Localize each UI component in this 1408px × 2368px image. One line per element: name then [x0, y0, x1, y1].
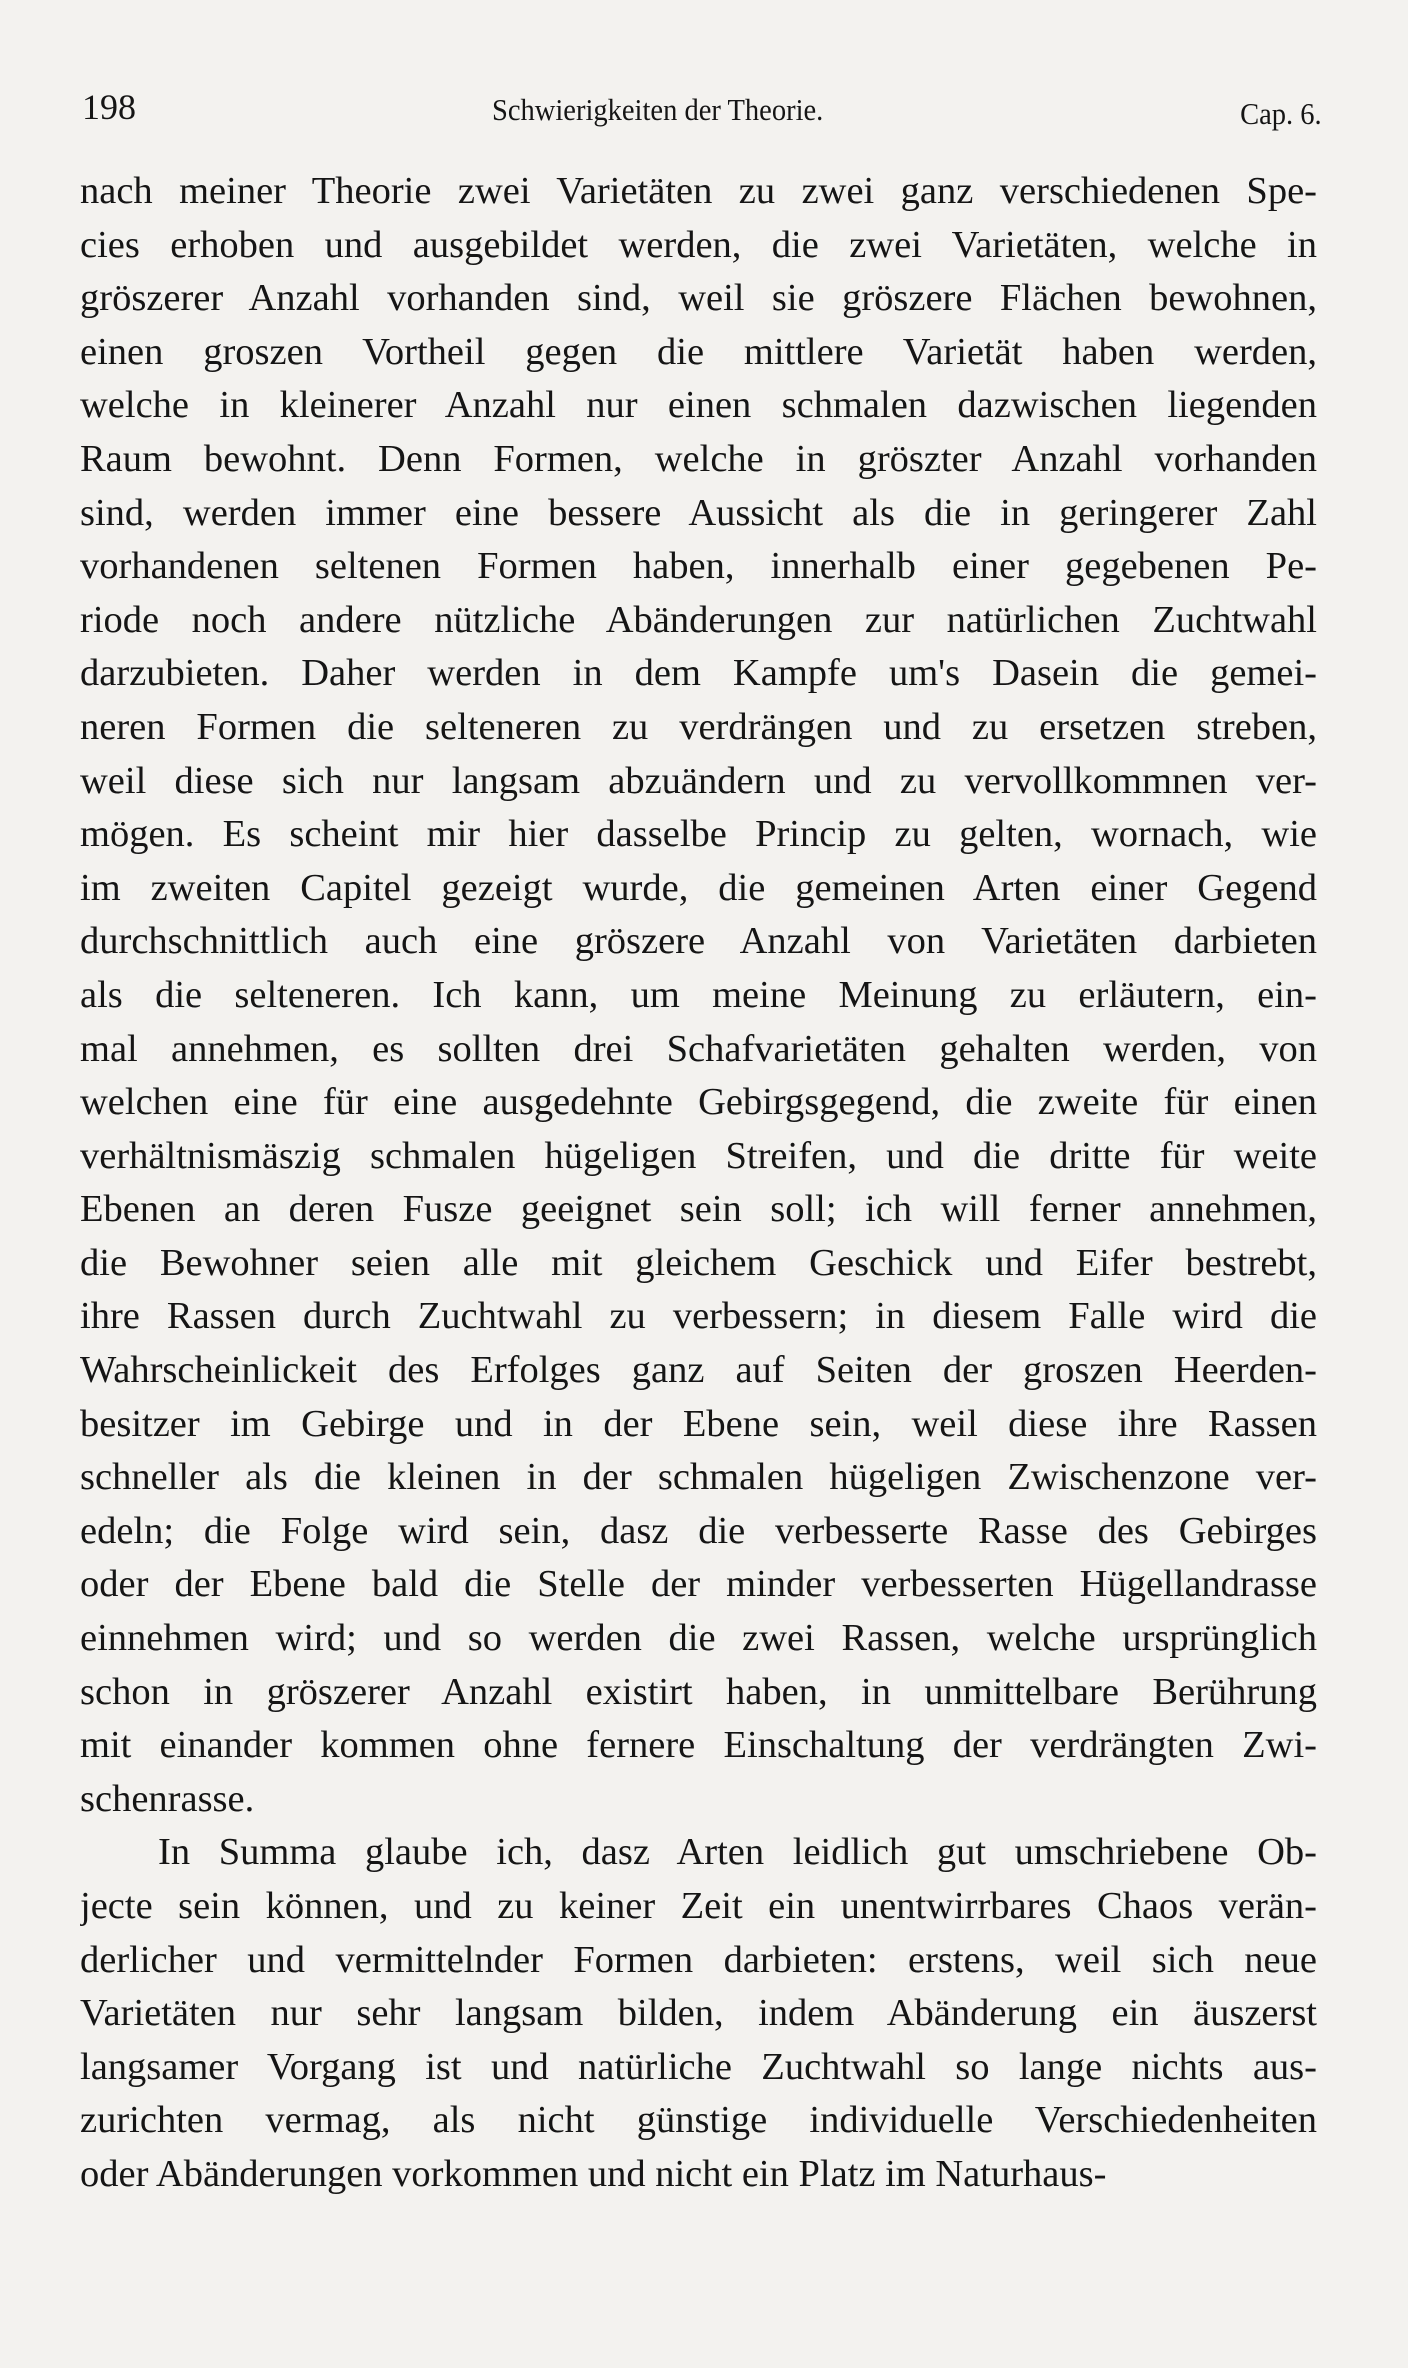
text-line: im zweiten Capitel gezeigt wurde, die gemeinen Arten einer Gegend [80, 866, 1317, 909]
text-line: nach meiner Theorie zwei Varietäten zu zwei ganz verschiedenen Spe- [80, 170, 1317, 212]
text-line: durchschnittlich auch eine gröszere Anzahl von Varietäten darbieten [80, 920, 1317, 963]
text-line: edeln; die Folge wird sein, dasz die verbesserte Rasse des Gebirges [80, 1509, 1317, 1552]
text-line: Raum bewohnt. Denn Formen, welche in gröszter Anzahl vorhanden [80, 437, 1317, 480]
text-line: verhältnismäszig schmalen hügeligen Streifen, und die dritte für weite [80, 1134, 1317, 1177]
text-line: schenrasse. [80, 1777, 255, 1820]
text-line: langsamer Vorgang ist und natürliche Zuchtwahl so lange nichts aus- [80, 2045, 1317, 2088]
text-line: mit einander kommen ohne fernere Einschaltung der verdrängten Zwi- [80, 1724, 1317, 1767]
text-line: In Summa glaube ich, dasz Arten leidlich gut umschriebene Ob- [158, 1831, 1317, 1874]
text-line: die Bewohner seien alle mit gleichem Geschick und Eifer bestrebt, [80, 1241, 1317, 1284]
text-line: jecte sein können, und zu keiner Zeit ein unentwirrbares Chaos verän- [80, 1885, 1317, 1927]
paragraph [80, 1826, 1317, 2201]
chapter-label: Cap. 6. [1240, 96, 1322, 131]
text-line: neren Formen die selteneren zu verdrängen und zu ersetzen streben, [80, 705, 1317, 748]
text-line: schneller als die kleinen in der schmalen hügeligen Zwischenzone ver- [80, 1456, 1317, 1499]
text-line: Ebenen an deren Fusze geeignet sein soll; ich will ferner annehmen, [80, 1188, 1317, 1231]
text-line: schon in gröszerer Anzahl existirt haben, in unmittelbare Berührung [80, 1670, 1317, 1713]
page-header [82, 82, 1322, 132]
text-line: oder Abänderungen vorkommen und nicht ein Platz im Naturhaus- [80, 2152, 1107, 2195]
running-title: Schwierigkeiten der Theorie. [492, 92, 824, 127]
text-line: welchen eine für eine ausgedehnte Gebirgsgegend, die zweite für einen [80, 1081, 1317, 1124]
text-line: riode noch andere nützliche Abänderungen zur natürlichen Zuchtwahl [80, 598, 1317, 641]
text-line: zurichten vermag, als nicht günstige individuelle Verschiedenheiten [80, 2099, 1317, 2142]
text-line: Wahrscheinlickeit des Erfolges ganz auf Seiten der groszen Heerden- [80, 1349, 1317, 1392]
text-line: vorhandenen seltenen Formen haben, innerhalb einer gegebenen Pe- [80, 545, 1317, 588]
text-line: weil diese sich nur langsam abzuändern und zu vervollkommnen ver- [80, 759, 1317, 802]
text-line: ihre Rassen durch Zuchtwahl zu verbessern; in diesem Falle wird die [80, 1295, 1317, 1338]
text-line: einnehmen wird; und so werden die zwei Rassen, welche ursprünglich [80, 1617, 1317, 1660]
text-line: einen groszen Vortheil gegen die mittlere Varietät haben werden, [80, 330, 1317, 373]
text-line: mögen. Es scheint mir hier dasselbe Princip zu gelten, wornach, wie [80, 813, 1317, 856]
text-line: sind, werden immer eine bessere Aussicht als die in geringerer Zahl [80, 491, 1317, 534]
text-line: mal annehmen, es sollten drei Schafvarietäten gehalten werden, von [80, 1027, 1317, 1070]
text-line: als die selteneren. Ich kann, um meine Meinung zu erläutern, ein- [80, 973, 1317, 1016]
text-line: darzubieten. Daher werden in dem Kampfe um's Dasein die gemei- [80, 652, 1317, 695]
paragraph [80, 165, 1317, 1826]
text-line: gröszerer Anzahl vorhanden sind, weil sie gröszere Flächen bewohnen, [80, 277, 1317, 320]
text-line: welche in kleinerer Anzahl nur einen schmalen dazwischen liegenden [80, 384, 1317, 427]
body-text [80, 165, 1317, 2202]
text-line: oder der Ebene bald die Stelle der minder verbesserten Hügellandrasse [80, 1563, 1317, 1606]
page-number: 198 [82, 87, 136, 127]
text-line: cies erhoben und ausgebildet werden, die zwei Varietäten, welche in [80, 223, 1317, 266]
text-line: derlicher und vermittelnder Formen darbieten: erstens, weil sich neue [80, 1938, 1317, 1981]
text-line: besitzer im Gebirge und in der Ebene sein, weil diese ihre Rassen [80, 1402, 1317, 1445]
text-line: Varietäten nur sehr langsam bilden, indem Abänderung ein äuszerst [80, 1992, 1317, 2035]
